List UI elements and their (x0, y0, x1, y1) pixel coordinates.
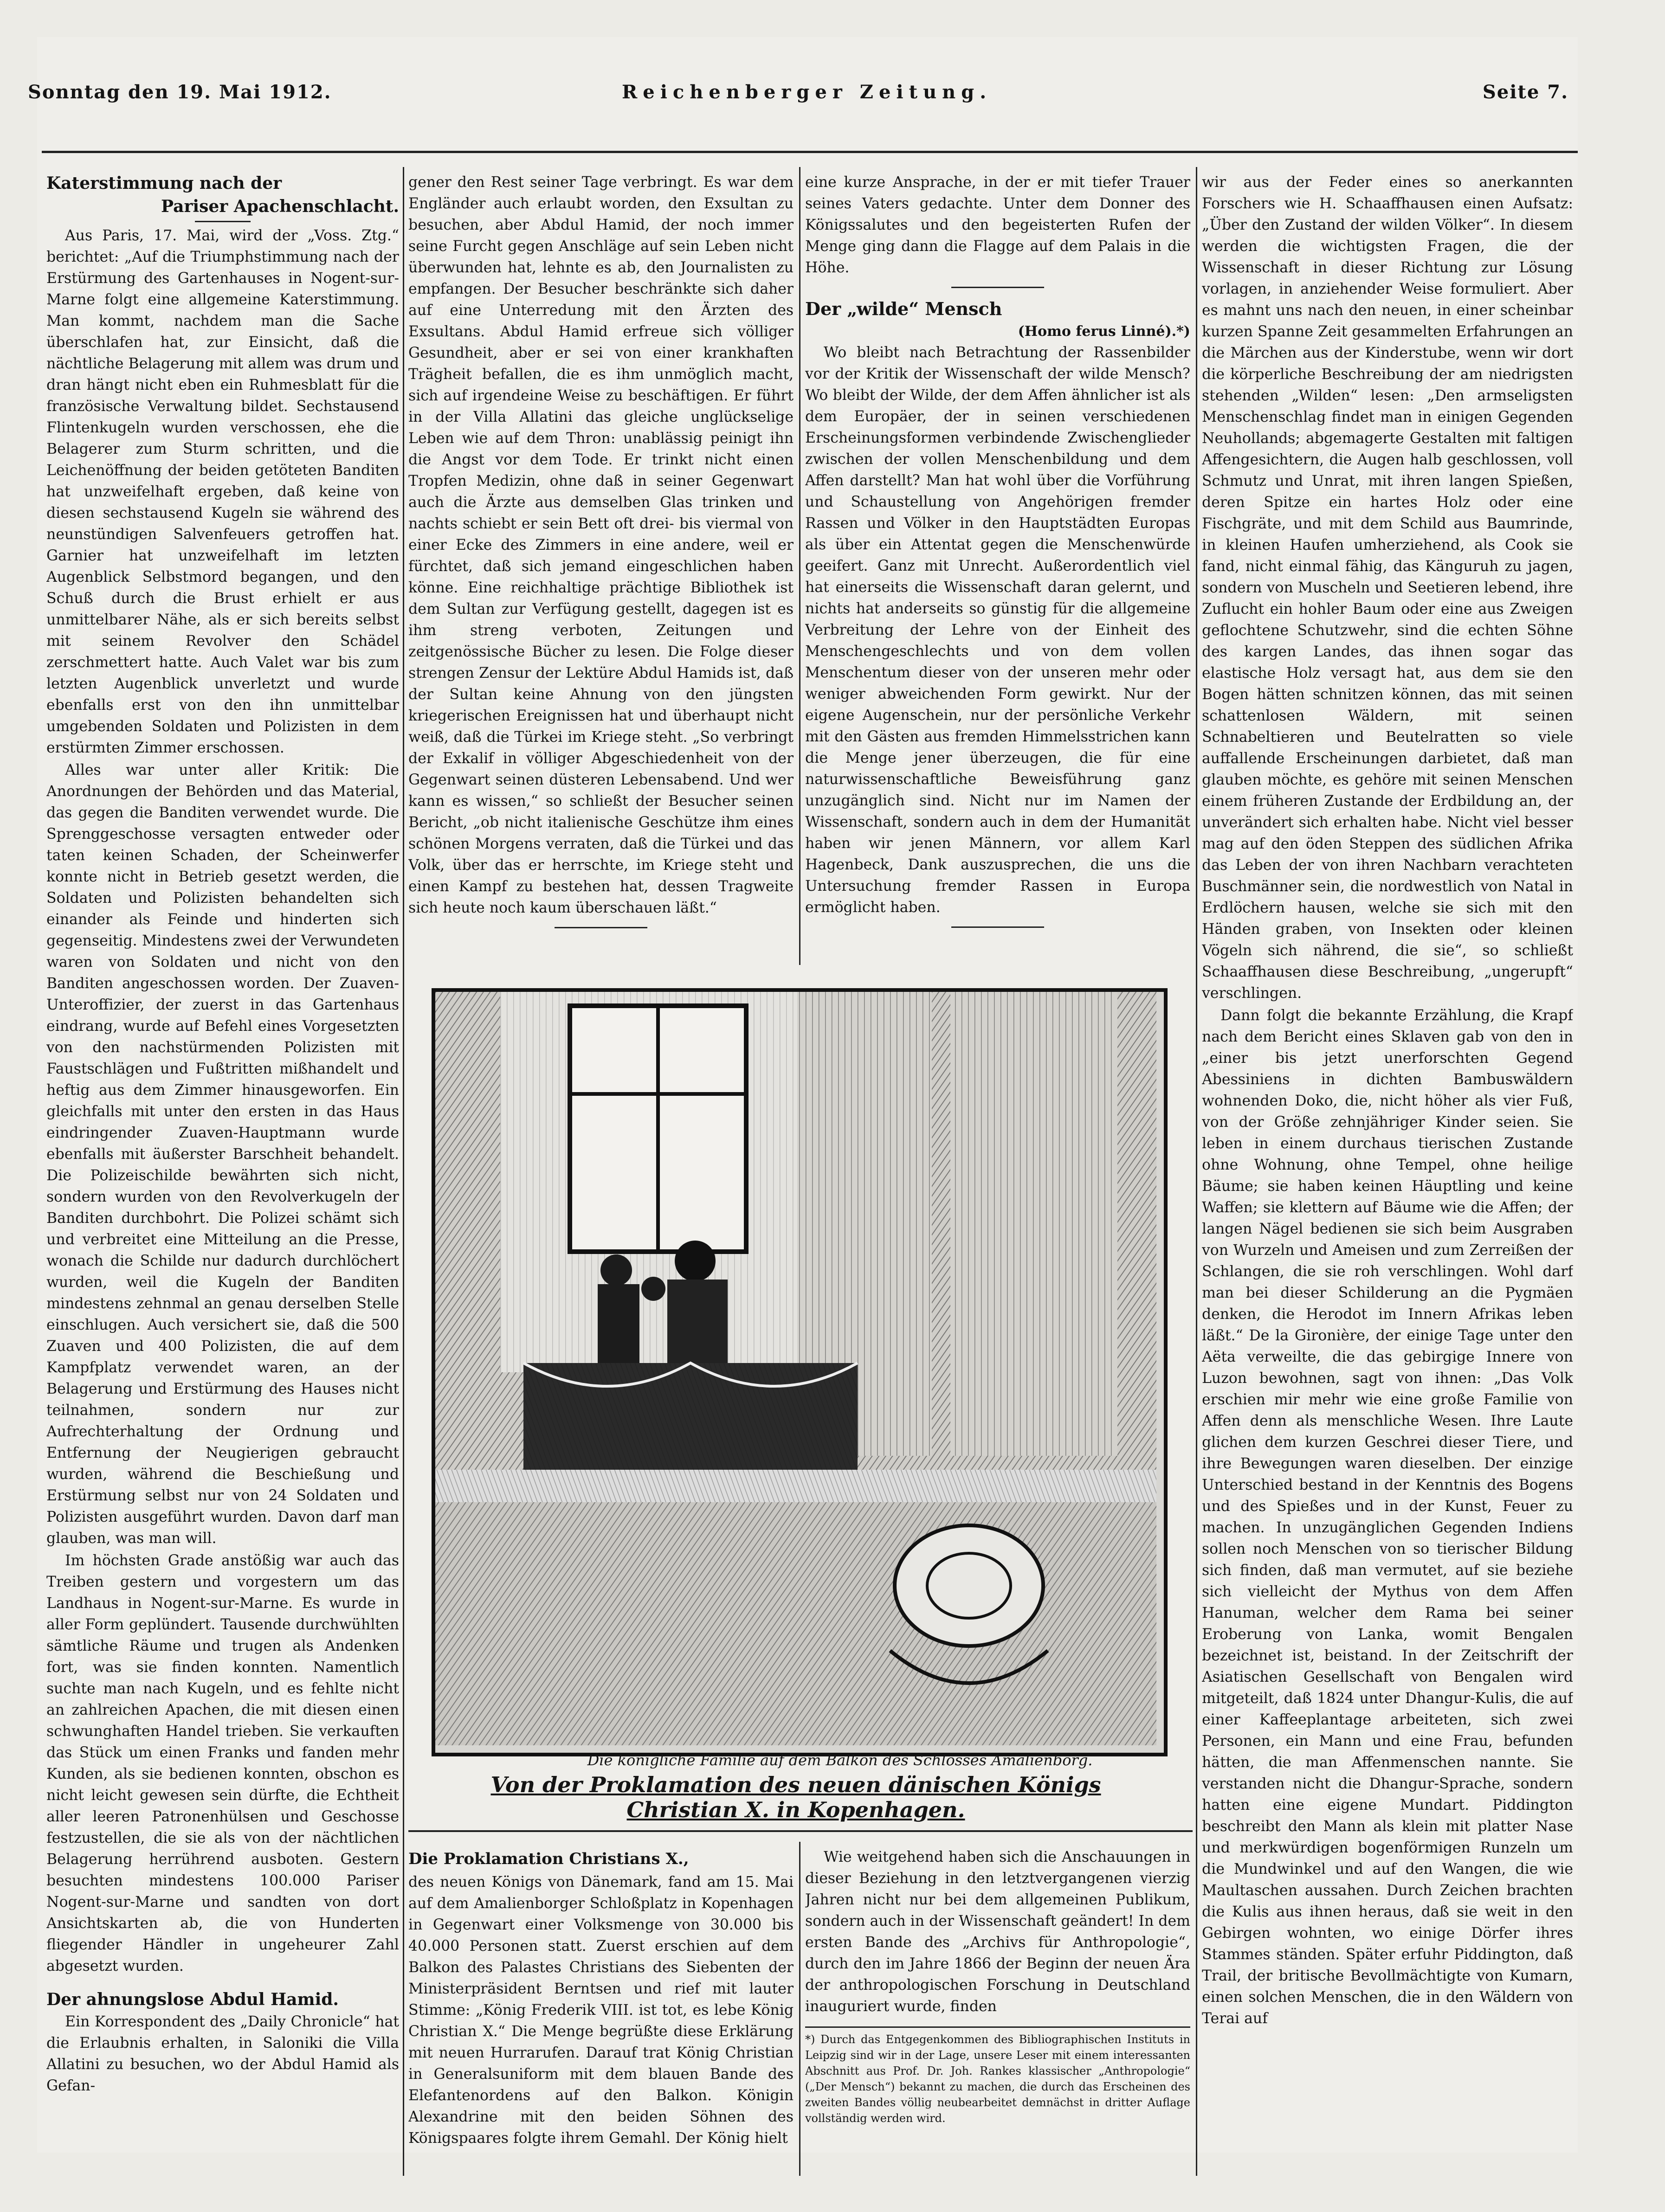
column-4 (1202, 172, 1573, 2175)
article-separator (951, 926, 1044, 928)
header-date: Sonntag den 19. Mai 1912. (28, 81, 332, 103)
paragraph: Alles war unter aller Kritik: Die Anordnungen der Behörden und das Material, das gegen die Banditen verwendet wurde. Die Sprenggeschosse versagten entweder oder taten keinen Schaden, der Scheinwerfer konnte nicht in Betrieb gesetzt werden, die Soldaten und Polizisten behandelten sich einander als Feinde und hinderten sich gegenseitig. Mindestens zwei der Verwundeten waren von Soldaten und nicht von den Banditen angeschossen worden. Der Zuaven-Unteroffizier, der zuerst in das Gartenhaus eindrang, wurde auf Befehl eines Vorgesetzten von den nachstürmenden Polizisten mit Faustschlägen und Fußtritten mißhandelt und heftig aus dem Zimmer hinausgeworfen. Ein gleichfalls mit unter den ersten in das Haus eindringender Zuaven-Hauptmann wurde ebenfalls mit äußerster Barschheit behandelt. Die Polizeischilde bewährten sich nicht, sondern wurden von den Revolverkugeln der Banditen durchbohrt. Die Polizei schämt sich und verbreitet eine Mitteilung an die Presse, wonach die Schilde nur dadurch durchlöchert wurden, weil die Kugeln der Banditen mindestens zehnmal an genau derselben Stelle einschlugen. Auch versichert sie, daß die 500 Zuaven und 400 Polizisten, die auf dem Kampfplatz verwendet waren, an der Belagerung und Erstürmung des Hauses nicht teilnahmen, sondern nur zur Aufrechterhaltung der Ordnung und Entfernung der Neugierigen gebraucht wurden, während die Beschießung und Erstürmung selbst nur von 24 Soldaten und Polizisten ausgeführt wurden. Davon darf man glauben, was man will. (46, 762, 399, 1547)
paragraph: Wo bleibt nach Betrachtung der Rassenbilder vor der Kritik der Wissenschaft der wilde Mensch? Wo bleibt der Wilde, der dem Affen ähnlicher ist als dem Europäer, der in seinen verschiedenen Erscheinungsformen verbindende Zwischenglieder zwischen der vollen Menschenbildung und dem Affen darstellt? Man hat wohl über die Vorführung und Schaustellung von Angehörigen fremder Rassen und Völker in den Hauptstädten Europas als über ein Attentat gegen die Menschenwürde geeifert. Ganz mit Unrecht. Außerordentlich viel hat einerseits die Wissenschaft daran gelernt, und nichts hat anderseits so günstig für die allgemeine Verbreitung der Lehre von der Einheit des Menschengeschlechts und von dem vollen Menschentum dieser von der unseren mehr oder weniger abweichenden Form gewirkt. Nur der eigene Augenschein, nur der persönliche Verkehr mit den Gästen aus fremden Himmelsstrichen kann die Menge jener überzeugen, die für eine naturwissenschaftliche Beweisführung ganz unzugänglich sind. Nicht nur im Namen der Wissenschaft, sondern auch in dem der Humanität haben wir jenen Männern, vor allem Karl Hagenbeck, Dank auszusprechen, die uns die Untersuchung fremder Rassen in Europa ermöglicht haben. (805, 344, 1190, 916)
column-divider-1 (403, 167, 404, 2176)
column-1 (46, 172, 399, 2175)
paragraph: Dann folgt die bekannte Erzählung, die Krapf nach dem Bericht eines Sklaven gab von den in „einer bis jetzt unerforschten Gegend Abessiniens in dichten Bambuswäldern wohnenden Doko, die, nicht höher als vier Fuß, von der Größe zehnjähriger Kinder seien. Sie leben in einem durchaus tierischen Zustande ohne Wohnung, ohne Tempel, ohne heilige Bäume; sie haben keinen Häuptling und keine Waffen; sie klettern auf Bäume wie die Affen; der langen Nägel bedienen sie sich beim Ausgraben von Wurzeln und Ameisen und zum Zerreißen der Schlangen, die sie roh verschlingen. Wohl darf man bei dieser Schilderung an die Pygmäen denken, die Herodot im Innern Afrikas leben läßt.“ De la Gironière, der einige Tage unter den Aëta verweilte, die das gebirgige Innere von Luzon bewohnen, sagt von ihnen: „Das Volk erschien mir mehr wie eine große Familie von Affen denn als menschliche Wesen. Ihre Laute glichen dem kurzen Geschrei dieser Tiere, und ihre Bewegungen waren dieselben. Der einzige Unterschied bestand in der Kenntnis des Bogens und des Spießes und in der Kunst, Feuer zu machen. In unzugänglichen Gegenden Indiens sollen noch Menschen von so tierischer Bildung sich finden, daß man vermutet, auf sie beziehe sich vielleicht der Mythus von dem Affen Hanuman, welcher dem Rama bei seiner Eroberung von Lanka, womit Bengalen bezeichnet ist, beistand. In der Zeitschrift der Asiatischen Gesellschaft von Bengalen wird mitgeteilt, daß 1824 unter Dhangur-Kulis, die auf einer Kaffeeplantage arbeiteten, sich zwei Personen, ein Mann und eine Frau, befunden hätten, die man Affenmenschen nannte. Sie verstanden nicht die Dhangur-Sprache, sondern hatten eine eigene Mundart. Piddington beschreibt den Mann als klein mit platter Nase und merkwürdigen bogenförmigen Runzeln um die Mundwinkel und auf den Wangen, die wie Maultaschen aussahen. Durch Zeichen brachten die Kulis aus ihnen heraus, daß sie weit in den Gebirgen wohnten, wo einige Dörfer ihres Stammes ständen. Später erfuhr Piddington, daß Trail, der britische Bevollmächtigte von Kumarn, einen solchen Menschen, die in den Wäldern von Terai auf (1202, 1007, 1573, 2027)
article-title-proklamation: Die Proklamation Christians X., (408, 1850, 689, 1868)
article-title-abdul-hamid: Der ahnungslose Abdul Hamid. (46, 1990, 339, 2009)
paragraph: wir aus der Feder eines so anerkannten Forschers wie H. Schaaffhausen einen Aufsatz: „Über den Zustand der wilden Völker“. In diesem werden die wichtigsten Fragen, die der Wissenschaft in dieser Richtung zur Lösung vorlagen, in anziehender Weise formuliert. Aber es mahnt uns nach den neuen, in einer scheinbar kurzen Spanne Zeit gesammelten Erfahrungen an die Märchen aus der Kinderstube, wenn wir dort die körperliche Beschreibung der am niedrigsten stehenden „Wilden“ lesen: „Den armseligsten Menschenschlag findet man in einigen Gegenden Neuhollands; abgemagerte Gestalten mit faltigen Affengesichtern, die Augen halb geschlossen, voll Schmutz und Unrat, mit ihren langen Spießen, deren Spitze ein hartes Holz oder eine Fischgräte, und mit dem Schild aus Baumrinde, in kleinen Haufen umherziehend, als Cook sie fand, nicht einmal fähig, das Känguruh zu jagen, sondern von Muscheln und Seetieren lebend, ihre Zuflucht ein hohler Baum oder eine aus Zweigen geflochtene Schutzwehr, sind die echten Söhne des kargen Landes, das ihnen sogar das elastische Holz versagt hat, aus dem sie den Bogen hätten schnitzen können, das mit seinen schattenlosen Wäldern, mit seinen Schnabeltieren und Beutelratten so viele auffallende Erscheinungen darbietet, daß man glauben möchte, es gehöre mit seinen Menschen einem früheren Zustande der Erdbildung an, der unverändert sich erhalten habe. Nicht viel besser mag auf den öden Steppen des südlichen Afrika das Leben der von ihren Nachbarn verachteten Buschmänner sein, die nordwestlich von Natal in Erdlöchern hausen, welche sie sich mit den Händen graben, von Insekten oder kleinen Vögeln sich nährend, die sie“, so schließt Schaaffhausen diese Beschreibung, „ungerupft“ verschlingen. (1202, 174, 1573, 1002)
column-2-top (408, 172, 794, 970)
column-divider-3 (1196, 167, 1197, 2176)
paragraph: Wie weitgehend haben sich die Anschauungen in dieser Beziehung in den letztvergangenen vierzig Jahren nicht nur bei dem allgemeinen Publikum, sondern auch in der Wissenschaft geändert! In dem ersten Bande des „Archivs für Anthropologie“, durch den im Jahre 1866 der Beginn der neuen Ära der anthropologischen Forschung in Deutschland inauguriert wurde, finden (805, 1849, 1190, 2015)
article-subtitle-wilde-mensch: (Homo ferus Linné).*) (1018, 323, 1190, 340)
column-2-bottom (408, 1846, 794, 2171)
paragraph: des neuen Königs von Dänemark, fand am 15. Mai auf dem Amalienborger Schloßplatz in Kopenhagen in Gegenwart einer Volksmenge von 30.000 bis 40.000 Personen statt. Zuerst erschien auf dem Balkon des Palastes Christians des Siebenten der Ministerpräsident Berntsen und rief mit lauter Stimme: „König Frederik VIII. ist tot, es lebe König Christian X.“ Die Menge begrüßte diese Erklärung mit neuen Hurrarufen. Darauf trat König Christian in Generalsuniform mit dem blauen Bande des Elefantenordens auf den Balkon. Königin Alexandrine mit den beiden Söhnen des Königspaares folgte ihrem Gemahl. Der König hielt (408, 1874, 794, 2147)
illustration-title: Von der Proklamation des neuen dänischen Königs Christian X. in Kopenhagen. (490, 1772, 1101, 1822)
article-separator (951, 287, 1044, 288)
header-page-number: Seite 7. (1482, 81, 1568, 103)
paragraph: eine kurze Ansprache, in der er mit tiefer Trauer seines Vaters gedachte. Unter dem Donner des Königssalutes und den begeisterten Rufen der Menge ging dann die Flagge auf dem Palais in die Höhe. (805, 174, 1190, 276)
column-3-top (805, 172, 1190, 974)
footnote: *) Durch das Entgegenkommen des Bibliographischen Instituts in Leipzig sind wir in der Lage, unsere Leser mit einem interessanten Abschnitt aus Prof. Dr. Joh. Rankes klassischer „Anthropologie“ („Der Mensch“) bekannt zu machen, die durch das Erscheinen des zweiten Bandes völlig neubearbeitet demnächst in dritter Auflage vollständig werden wird. (805, 2026, 1190, 2126)
article-title-wilde-mensch: Der „wilde“ Mensch (805, 298, 1002, 319)
column-divider-2 (799, 167, 800, 965)
figure-bottom-rule (408, 1830, 1193, 1832)
header-masthead: Reichenberger Zeitung. (622, 81, 992, 103)
paragraph: gener den Rest seiner Tage verbringt. Es war dem Engländer auch erlaubt worden, den Exsultan zu besuchen, aber Abdul Hamid, der noch immer seine Furcht gegen Anschläge auf sein Leben nicht überwunden hat, lehnte es ab, den Journalisten zu empfangen. Der Besucher beschränkte sich daher auf eine Unterredung mit den Ärzten des Exsultans. Abdul Hamid erfreue sich völliger Gesundheit, aber er sei von einer krankhaften Trägheit befallen, die es ihm unmöglich macht, sich auf irgendeine Weise zu beschäftigen. Er führt in der Villa Allatini das gleiche unglückselige Leben wie auf dem Thron: unablässig peinigt ihn die Angst vor dem Tode. Er trinkt nicht einen Tropfen Medizin, ohne daß in seiner Gegenwart auch die Ärzte aus demselben Glas trinken und nachts schiebt er sein Bett oft drei- bis viermal von einer Ecke des Zimmers in eine andere, weil er fürchtet, daß sich jemand eingeschlichen haben könne. Eine reichhaltige prächtige Bibliothek ist dem Sultan zur Verfügung gestellt, dagegen ist es ihm streng verboten, Zeitungen und zeitgenössische Bücher zu lesen. Die Folge dieser strengen Zensur der Lektüre Abdul Hamids ist, daß der Sultan keine Ahnung von den jüngsten kriegerischen Ereignissen hat und überhaupt nicht weiß, daß die Türkei im Kriege steht. „So verbringt der Exkalif in völliger Abgeschiedenheit von der Gegenwart seinen düsteren Lebensabend. Und wer kann es wissen,“ so schließt der Besucher seinen Bericht, „ob nicht italienische Geschütze ihm eines schönen Morgens verraten, daß die Türkei und das Volk, über das er herrschte, im Kriege steht und einen Kampf zu bestehen hat, dessen Tragweite sich heute noch kaum überschauen läßt.“ (408, 174, 794, 916)
illustration-caption: Die königliche Familie auf dem Balkon des Schlosses Amalienborg. (587, 1751, 1093, 1769)
header-rule (42, 151, 1578, 153)
column-3-bottom (805, 1846, 1190, 2171)
article-subtitle-katerstimmung: Pariser Apachenschlacht. (161, 197, 399, 216)
paragraph: Aus Paris, 17. Mai, wird der „Voss. Ztg.“ berichtet: „Auf die Triumphstimmung nach der Erstürmung des Gartenhauses in Nogent-sur-Marne folgt eine allgemeine Katerstimmung. Man kommt, nachdem man die Sache überschlafen hat, zur Einsicht, daß die nächtliche Belagerung mit allem was drum und dran hängt nicht eben ein Ruhmesblatt für die französische Verwaltung bildet. Sechstausend Flintenkugeln wurden verschossen, ehe die Belagerer zum Sturm schritten, und die Leichenöffnung der beiden getöteten Banditen hat unzweifelhaft ergeben, daß keine von diesen sechstausend Kugeln sie während des neunstündigen Salvenfeuers getroffen hat. Garnier hat unzweifelhaft im letzten Augenblick Selbstmord begangen, und den Schuß durch die Brust erhielt er aus unmittelbarer Nähe, als er sich bereits selbst mit seinem Revolver den Schädel zerschmettert hatte. Auch Valet war bis zum letzten Augenblick unverletzt und wurde ebenfalls erst von den ihn unmittelbar umgebenden Soldaten und Polizisten in dem erstürmten Zimmer erschossen. (46, 227, 399, 756)
article-title-katerstimmung: Katerstimmung nach der (46, 174, 282, 193)
page-header (28, 81, 1568, 123)
balcony-engraving (435, 992, 1156, 1745)
article-separator (555, 927, 647, 928)
column-divider-4 (799, 1842, 800, 2176)
paragraph: Ein Korrespondent des „Daily Chronicle“ hat die Erlaubnis erhalten, in Saloniki die Villa Allatini zu besuchen, wo der Abdul Hamid als Gefan- (46, 2013, 399, 2094)
illustration-amalienborg-balcony (432, 988, 1168, 1756)
paragraph: Im höchsten Grade anstößig war auch das Treiben gestern und vorgestern um das Landhaus in Nogent-sur-Marne. Es wurde in aller Form geplündert. Tausende durchwühlten sämtliche Räume und trugen als Andenken fort, was sie finden konnten. Namentlich suchte man nach Kugeln, und es fehlte nicht an zahlreichen Apachen, die mit diesen einen schwunghaften Handel trieben. Sie verkauften das Stück um einen Franks und fanden mehr Kunden, als sie bedienen konnten, obschon es nicht leicht gewesen sein dürfte, die Echtheit aller leeren Patronenhülsen und Geschosse festzustellen, die sie als von der nächtlichen Belagerung herrührend ausboten. Gestern besuchten mindestens 100.000 Pariser Nogent-sur-Marne und sandten von dort Ansichtskarten ab, die von Hunderten fliegender Händler in ungeheurer Zahl abgesetzt wurden. (46, 1552, 399, 1974)
